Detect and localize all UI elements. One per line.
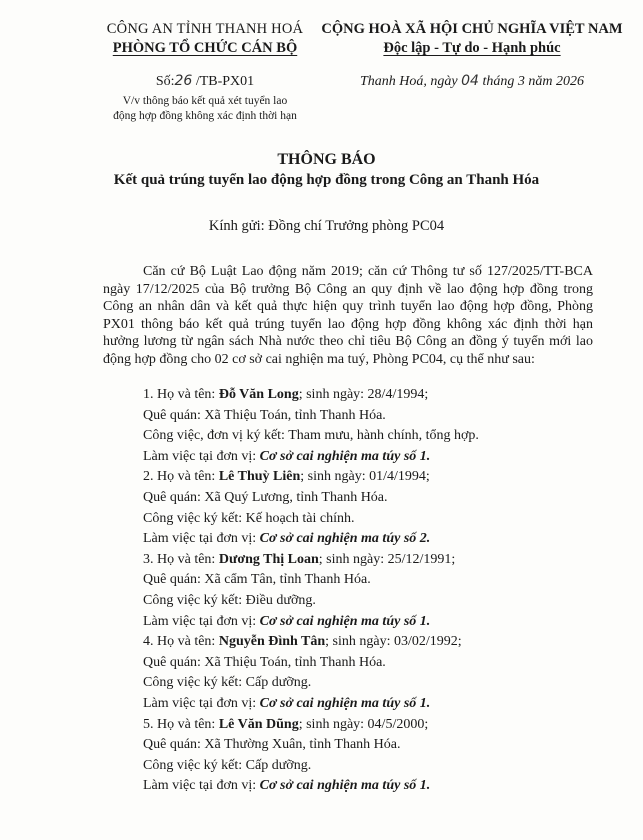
workplace-label: Làm việc tại đơn vị: [143,448,260,464]
workplace-label: Làm việc tại đơn vị: [143,778,260,794]
national-motto-block [307,20,637,58]
workplace-name: Cơ sở cai nghiện ma túy số 2. [259,531,431,547]
person-3-name-line [143,552,455,568]
workplace-label: Làm việc tại đơn vị: [143,696,260,711]
person-name: Lê Thuỳ Liên [218,469,301,485]
birth-date: ; sinh ngày: 01/4/1994; [300,469,430,485]
nation-name: CỘNG HOÀ XÃ HỘI CHỦ NGHĨA VIỆT NAM [321,21,623,37]
workplace-label: Làm việc tại đơn vị: [143,531,260,547]
person-1-workplace [143,449,430,465]
issuing-department: PHÒNG TỔ CHỨC CÁN BỘ [112,40,298,56]
workplace-name: Cơ sở cai nghiện ma túy số 1. [259,778,431,794]
person-2-hometown: Quê quán: Xã Quý Lương, tỉnh Thanh Hóa. [143,490,388,505]
person-4-name-line [143,634,462,650]
name-label: 2. Họ và tên: [143,469,219,485]
date-day-handwritten: 04 [461,73,479,89]
person-4-job: Công việc ký kết: Cấp dưỡng. [143,675,312,691]
person-name: Lê Văn Dũng [218,716,299,732]
person-3-hometown: Quê quán: Xã cẩm Tân, tỉnh Thanh Hóa. [143,572,371,588]
name-label: 3. Họ và tên: [143,551,219,567]
name-label: 1. Họ và tên: [143,387,219,402]
national-motto: Độc lập - Tự do - Hạnh phúc [383,40,561,56]
person-4-workplace [143,696,430,712]
person-name: Dương Thị Loan [218,551,319,567]
birth-date: ; sinh ngày: 04/5/2000; [298,716,429,732]
person-1-job: Công việc, đơn vị ký kết: Tham mưu, hành chính, tổng hợp. [143,428,479,444]
birth-date: ; sinh ngày: 03/02/1992; [325,634,462,650]
issuing-agency-block [95,20,315,58]
issue-date [307,73,637,90]
parent-agency: CÔNG AN TỈNH THANH HOÁ [106,21,304,37]
date-rest: tháng 3 năm 2026 [482,74,584,89]
person-name: Nguyễn Đình Tân [218,634,326,650]
workplace-name: Cơ sở cai nghiện ma túy số 1. [259,613,431,629]
recipient-line: Kính gửi: Đồng chí Trưởng phòng PC04 [208,218,445,234]
doc-number-handwritten: 26 [174,73,193,89]
workplace-name: Cơ sở cai nghiện ma túy số 1. [259,448,431,464]
person-2-workplace [143,531,430,547]
person-5-name-line [143,717,428,733]
date-prefix: Thanh Hoá, ngày [360,74,458,89]
birth-date: ; sinh ngày: 25/12/1991; [318,551,456,567]
document-title: THÔNG BÁO [277,151,376,168]
doc-number-prefix: Số: [155,74,175,89]
workplace-label: Làm việc tại đơn vị: [143,613,260,629]
birth-date: ; sinh ngày: 28/4/1994; [298,387,429,402]
summary-line-1: V/v thông báo kết quả xét tuyển lao [122,95,288,107]
person-5-job: Công việc ký kết: Cấp dưỡng. [143,757,312,773]
document-number [95,73,315,90]
document-subtitle: Kết quả trúng tuyển lao động hợp đồng trong Công an Thanh Hóa [113,172,540,188]
document-summary [90,94,320,124]
person-5-workplace [143,778,430,794]
doc-number-suffix: /TB-PX01 [195,74,255,89]
workplace-name: Cơ sở cai nghiện ma túy số 1. [259,696,431,711]
person-name: Đỗ Văn Long [218,387,299,402]
name-label: 4. Họ và tên: [143,634,219,650]
name-label: 5. Họ và tên: [143,716,219,732]
person-3-job: Công việc ký kết: Điều dưỡng. [143,593,316,608]
person-1-name-line [143,387,428,403]
person-4-hometown: Quê quán: Xã Thiệu Toán, tỉnh Thanh Hóa. [143,654,386,670]
person-1-hometown: Quê quán: Xã Thiệu Toán, tỉnh Thanh Hóa. [143,407,386,423]
person-2-name-line [143,469,430,485]
person-3-workplace [143,614,430,630]
person-2-job: Công việc ký kết: Kế hoạch tài chính. [143,510,355,526]
person-5-hometown: Quê quán: Xã Thường Xuân, tỉnh Thanh Hóa. [143,737,401,753]
body-paragraph: Căn cứ Bộ Luật Lao động năm 2019; căn cứ Thông tư số 127/2025/TT-BCA ngày 17/12/2025 của Bộ trưởng Bộ Công an quy định về lao động hợp đồng trong Công an nhân dân và kết quả thực hiện quy trình tuyển lao động hợp đồng, Phòng PX01 thông báo kết quả trúng tuyển lao động hợp đồng không xác định thời hạn hưởng lương từ ngân sách Nhà nước theo chỉ tiêu Bộ Công an đồng ý tuyển mới lao động hợp đồng cho 02 cơ sở cai nghiện ma tuý, Phòng PC04, cụ thể như sau: [103,264,593,367]
summary-line-2: động hợp đồng không xác định thời hạn [113,110,297,122]
